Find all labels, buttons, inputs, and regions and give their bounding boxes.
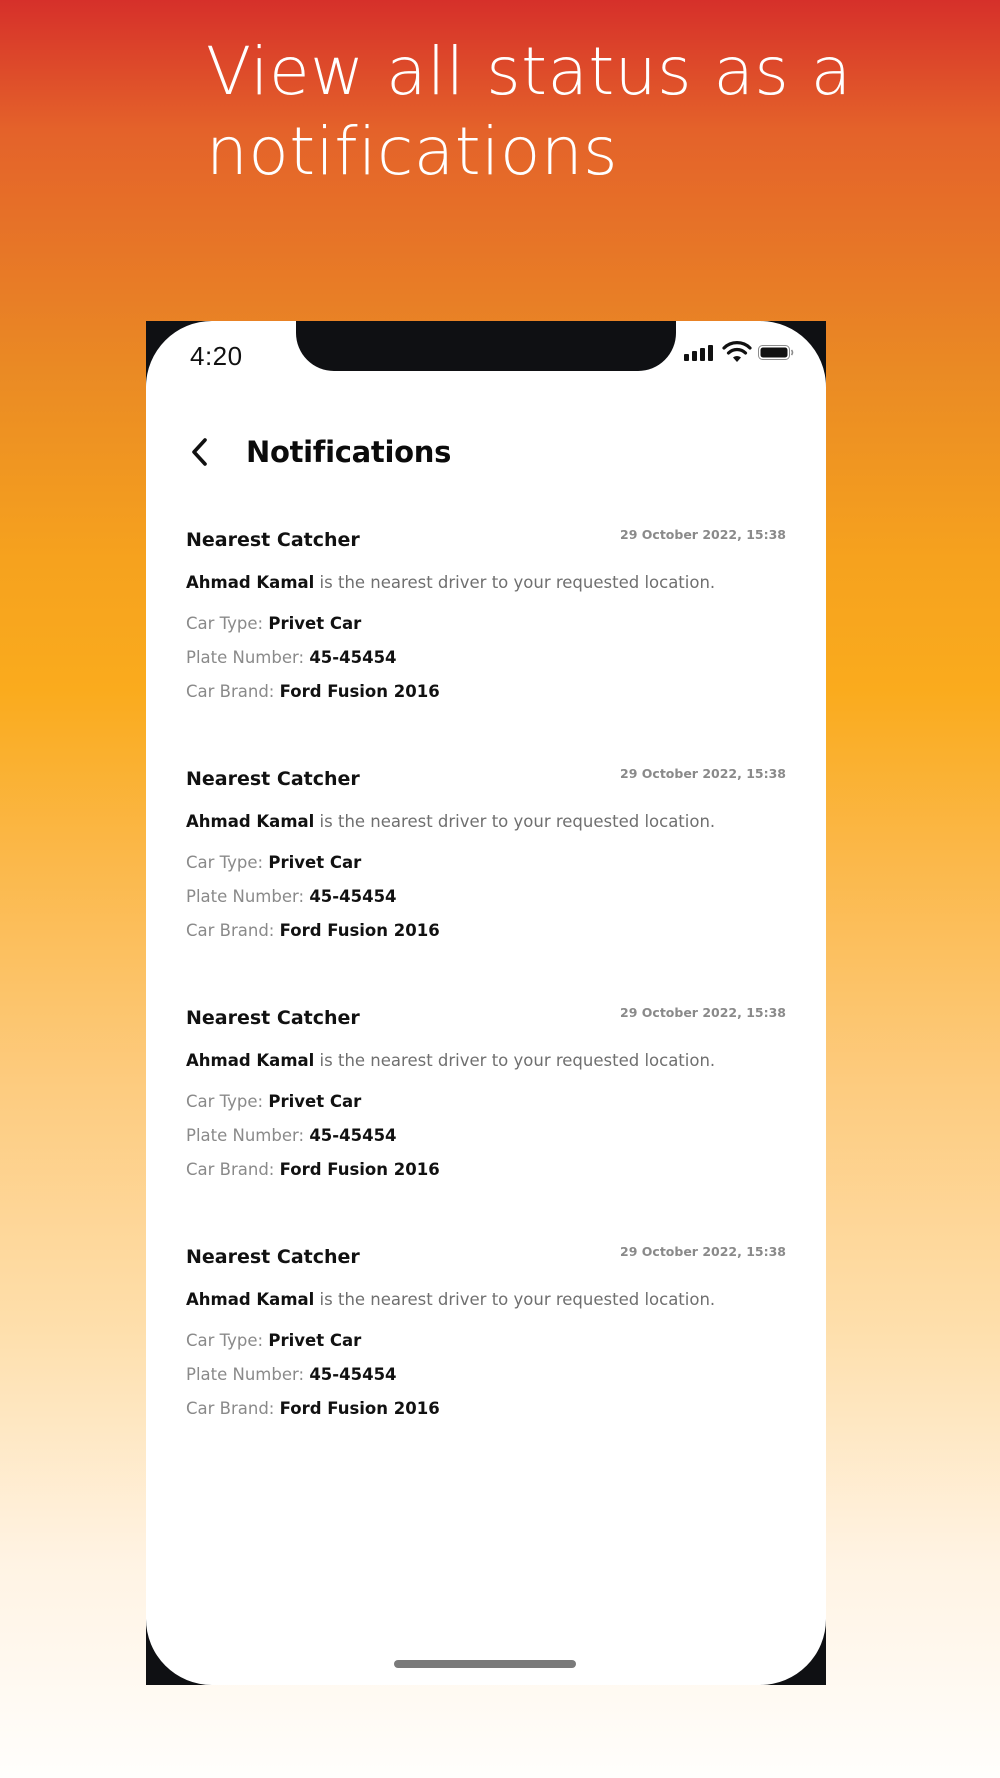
notification-item[interactable] [186,1238,786,1477]
status-bar-icons [684,341,794,365]
car-brand-label: Car Brand: [186,682,280,701]
car-type-value: Privet Car [268,1331,362,1350]
notification-list [186,521,786,1477]
car-brand-value: Ford Fusion 2016 [279,1160,440,1179]
notification-title: Nearest Catcher [186,529,360,551]
status-bar-time: 4:20 [190,341,243,371]
plate-number-row [186,648,397,667]
notification-title: Nearest Catcher [186,1246,360,1268]
driver-name: Ahmad Kamal [186,1051,315,1070]
phone-notch [296,321,676,371]
plate-number-label: Plate Number: [186,648,310,667]
home-indicator[interactable] [394,1660,576,1668]
plate-number-label: Plate Number: [186,1365,310,1384]
car-type-label: Car Type: [186,1092,269,1111]
plate-number-label: Plate Number: [186,887,310,906]
car-brand-value: Ford Fusion 2016 [279,682,440,701]
car-brand-label: Car Brand: [186,1399,280,1418]
car-brand-row [186,1160,440,1179]
app-header [190,427,451,477]
plate-number-row [186,887,397,906]
promo-headline [206,32,906,192]
battery-icon [758,345,794,360]
notification-message [186,573,715,592]
notification-message [186,1290,715,1309]
message-text: is the nearest driver to your requested location. [314,1051,716,1070]
notification-item[interactable] [186,521,786,760]
notification-date: 29 October 2022, 15:38 [620,1005,786,1020]
plate-number-value: 45-45454 [309,1365,397,1384]
car-brand-row [186,921,440,940]
promo-headline-line-1: View all status as a [206,33,852,110]
page-title: Notifications [246,435,452,469]
plate-number-value: 45-45454 [309,887,397,906]
wifi-icon [722,341,752,365]
car-brand-value: Ford Fusion 2016 [279,1399,440,1418]
plate-number-row [186,1126,397,1145]
message-text: is the nearest driver to your requested location. [314,812,716,831]
car-brand-row [186,1399,440,1418]
notification-title: Nearest Catcher [186,768,360,790]
phone-screen [146,321,826,1685]
notification-message [186,812,715,831]
notification-title: Nearest Catcher [186,1007,360,1029]
driver-name: Ahmad Kamal [186,812,315,831]
message-text: is the nearest driver to your requested location. [314,573,716,592]
back-button[interactable] [190,432,226,472]
car-type-value: Privet Car [268,853,362,872]
promo-headline-line-2: notifications [206,113,619,190]
notification-date: 29 October 2022, 15:38 [620,766,786,781]
car-type-label: Car Type: [186,853,269,872]
car-type-row [186,853,361,872]
notification-item[interactable] [186,760,786,999]
notification-date: 29 October 2022, 15:38 [620,1244,786,1259]
car-type-row [186,1331,361,1350]
car-type-value: Privet Car [268,1092,362,1111]
car-brand-row [186,682,440,701]
notification-date: 29 October 2022, 15:38 [620,527,786,542]
driver-name: Ahmad Kamal [186,573,315,592]
plate-number-value: 45-45454 [309,1126,397,1145]
car-brand-value: Ford Fusion 2016 [279,921,440,940]
car-type-value: Privet Car [268,614,362,633]
message-text: is the nearest driver to your requested location. [314,1290,716,1309]
car-type-label: Car Type: [186,1331,269,1350]
chevron-left-icon [190,437,210,467]
plate-number-label: Plate Number: [186,1126,310,1145]
notification-message [186,1051,715,1070]
phone-frame [146,321,826,1685]
car-brand-label: Car Brand: [186,921,280,940]
car-type-row [186,614,361,633]
car-brand-label: Car Brand: [186,1160,280,1179]
plate-number-value: 45-45454 [309,648,397,667]
car-type-row [186,1092,361,1111]
notification-item[interactable] [186,999,786,1238]
plate-number-row [186,1365,397,1384]
driver-name: Ahmad Kamal [186,1290,315,1309]
car-type-label: Car Type: [186,614,269,633]
